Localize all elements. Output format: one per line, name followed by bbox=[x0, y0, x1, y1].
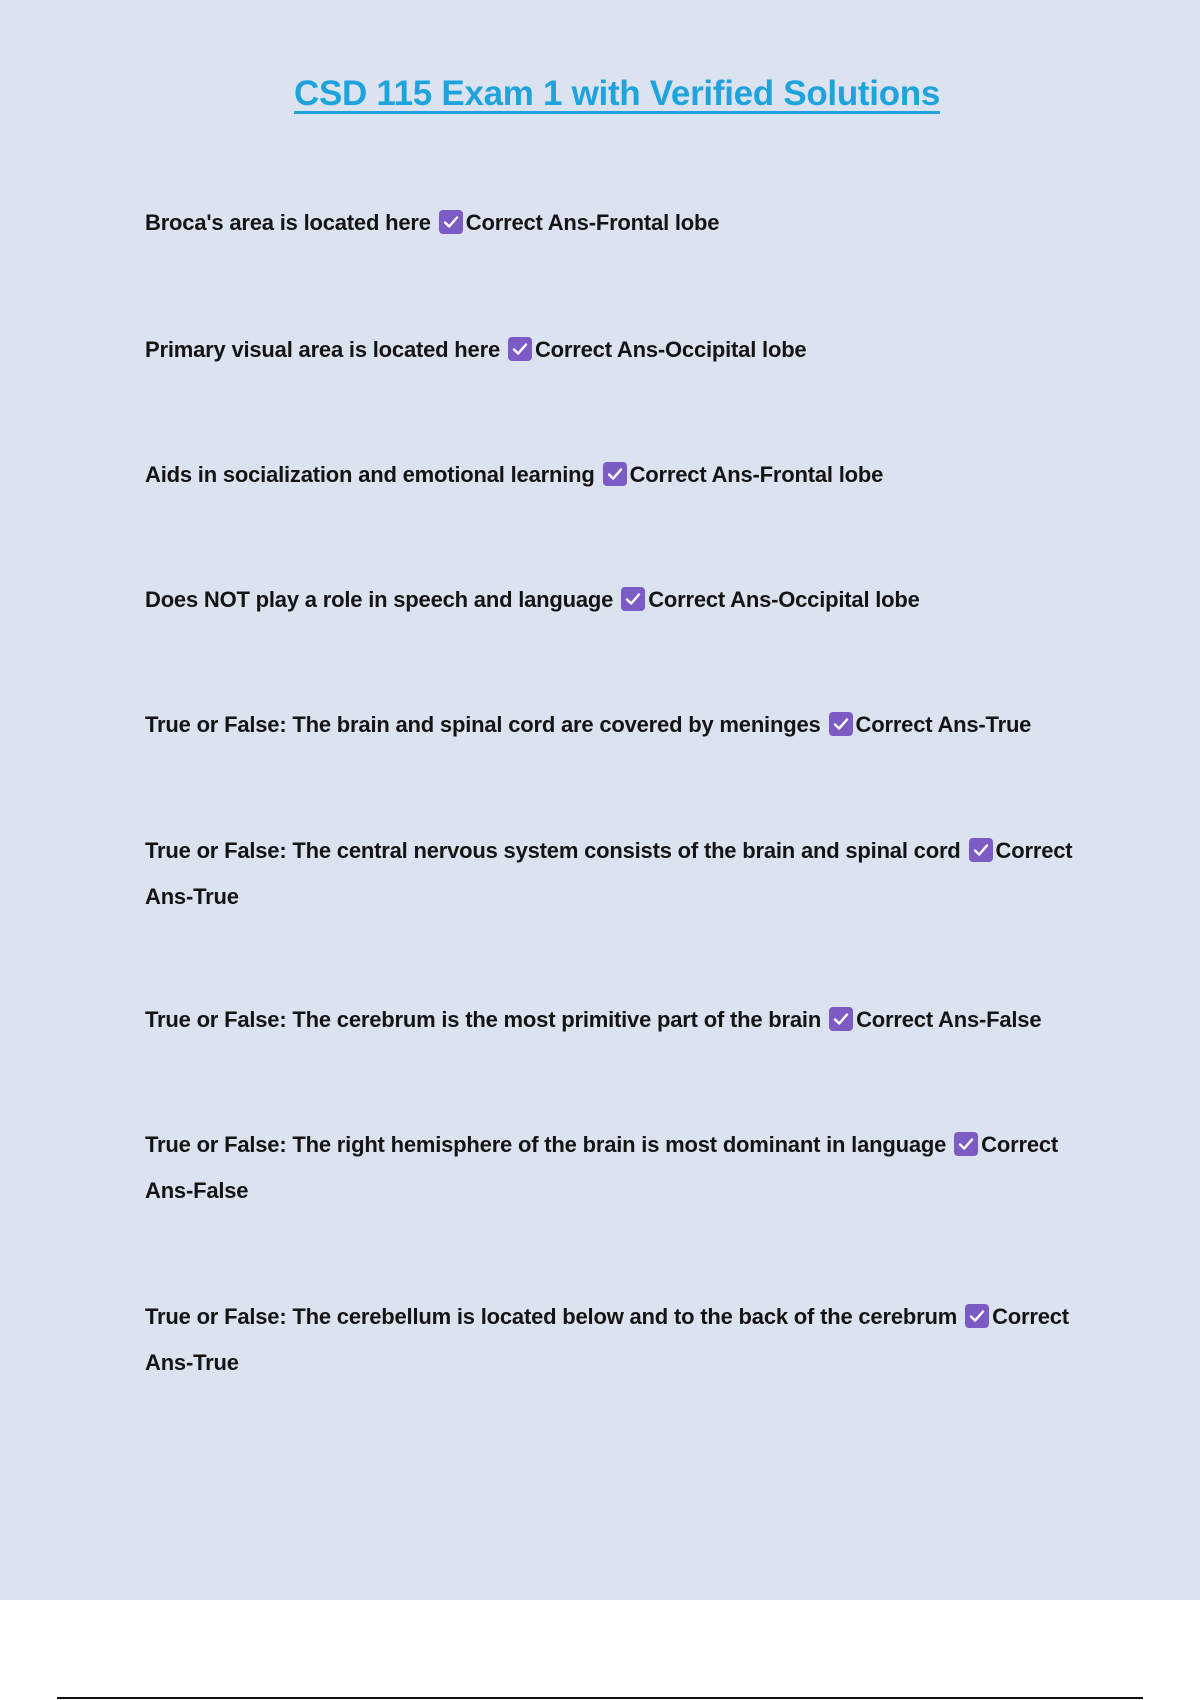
qa-item bbox=[145, 1294, 1090, 1386]
qa-item bbox=[145, 452, 1090, 498]
checkbox-checked-icon bbox=[969, 838, 993, 862]
answer-text: Correct Ans-Occipital lobe bbox=[648, 587, 920, 612]
question-text: True or False: The cerebrum is the most primitive part of the brain bbox=[145, 1007, 822, 1032]
answer-text: Correct Ans-False bbox=[856, 1007, 1042, 1032]
qa-item bbox=[145, 1122, 1090, 1214]
answer-text: Correct Ans-Frontal lobe bbox=[465, 210, 720, 235]
question-text: Does NOT play a role in speech and language bbox=[145, 587, 614, 612]
qa-item bbox=[145, 702, 1090, 748]
checkbox-checked-icon bbox=[965, 1304, 989, 1328]
answer-text: Correct Ans-True bbox=[855, 712, 1032, 737]
checkbox-checked-icon bbox=[508, 337, 532, 361]
answer-text: Correct Ans-Frontal lobe bbox=[629, 462, 884, 487]
qa-item bbox=[145, 577, 1090, 623]
answer-text: Correct Ans-True bbox=[145, 838, 1073, 909]
footer-divider bbox=[57, 1697, 1143, 1699]
qa-item bbox=[145, 200, 1090, 246]
qa-item bbox=[145, 327, 1090, 373]
answer-text: Correct Ans-True bbox=[145, 1304, 1069, 1375]
checkbox-checked-icon bbox=[439, 210, 463, 234]
checkbox-checked-icon bbox=[829, 712, 853, 736]
question-text: Primary visual area is located here bbox=[145, 337, 500, 362]
answer-text: Correct Ans-Occipital lobe bbox=[534, 337, 807, 362]
checkbox-checked-icon bbox=[954, 1132, 978, 1156]
question-text: True or False: The right hemisphere of the brain is most dominant in language bbox=[145, 1132, 947, 1157]
checkbox-checked-icon bbox=[621, 587, 645, 611]
checkbox-checked-icon bbox=[603, 462, 627, 486]
document-title: CSD 115 Exam 1 with Verified Solutions bbox=[293, 74, 941, 113]
qa-item bbox=[145, 997, 1090, 1043]
question-text: True or False: The central nervous system consists of the brain and spinal cord bbox=[145, 838, 961, 863]
question-text: True or False: The brain and spinal cord are covered by meninges bbox=[145, 712, 821, 737]
question-text: True or False: The cerebellum is located below and to the back of the cerebrum bbox=[145, 1304, 958, 1329]
question-text: Aids in socialization and emotional learning bbox=[145, 462, 595, 487]
question-text: Broca's area is located here bbox=[145, 210, 431, 235]
checkbox-checked-icon bbox=[829, 1007, 853, 1031]
qa-item bbox=[145, 828, 1090, 920]
answer-text: Correct Ans-False bbox=[145, 1132, 1059, 1203]
